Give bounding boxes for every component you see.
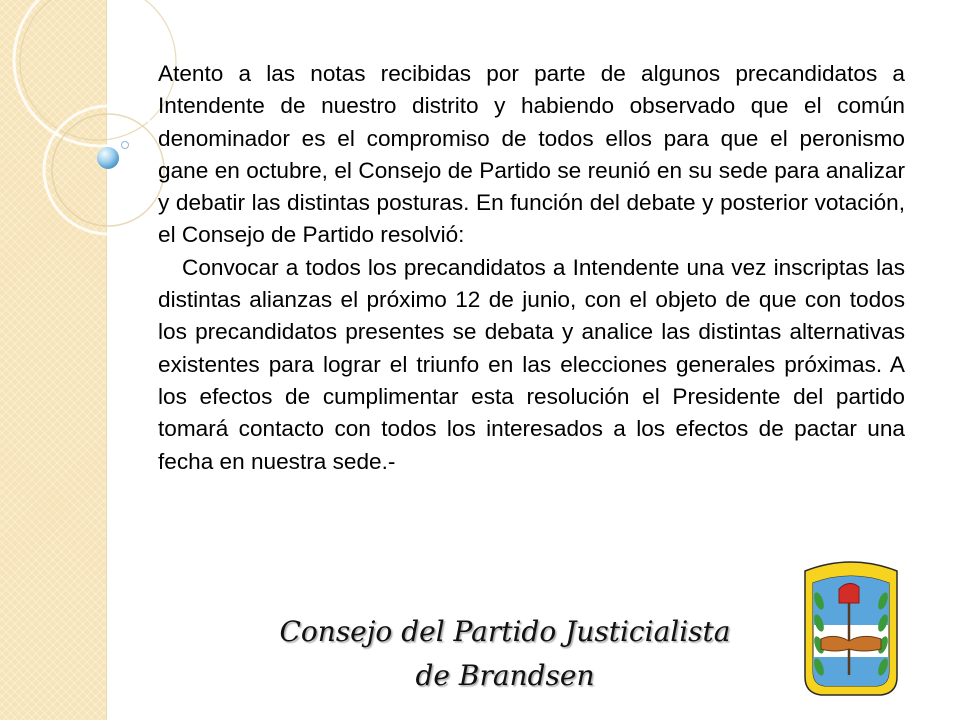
- paragraph-resolution: Convocar a todos los precandidatos a Intendente una vez inscriptas las distintas alianzas el próximo 12 de junio, con el objeto de que con todos los precandidatos presentes se debata y analice las distintas alternativas existentes para lograr el triunfo en las elecciones generales próximas. A los efectos de cumplimentar esta resolución el Presidente del partido tomará contacto con todos los interesados a los efectos de pactar una fecha en nuestra sede.-: [158, 254, 905, 474]
- signature-block: [255, 610, 755, 698]
- signature-line-1: Consejo del Partido Justicialista: [279, 615, 731, 648]
- paragraph-intro: Atento a las notas recibidas por parte de algunos precandidatos a Intendente de nuestro distrito y habiendo observado que el común denominador es el compromiso de todos ellos para que el peronismo gane en octubre, el Consejo de Partido se reunió en su sede para analizar y debatir las distintas posturas. En función del debate y posterior votación, el Consejo de Partido resolvió:: [158, 61, 905, 248]
- justicialist-party-shield-icon: [797, 553, 905, 701]
- signature-line-2: de Brandsen: [415, 659, 595, 692]
- small-bubble-icon: [122, 142, 129, 149]
- decorative-side-strip: [0, 0, 107, 720]
- document-body: [158, 58, 905, 478]
